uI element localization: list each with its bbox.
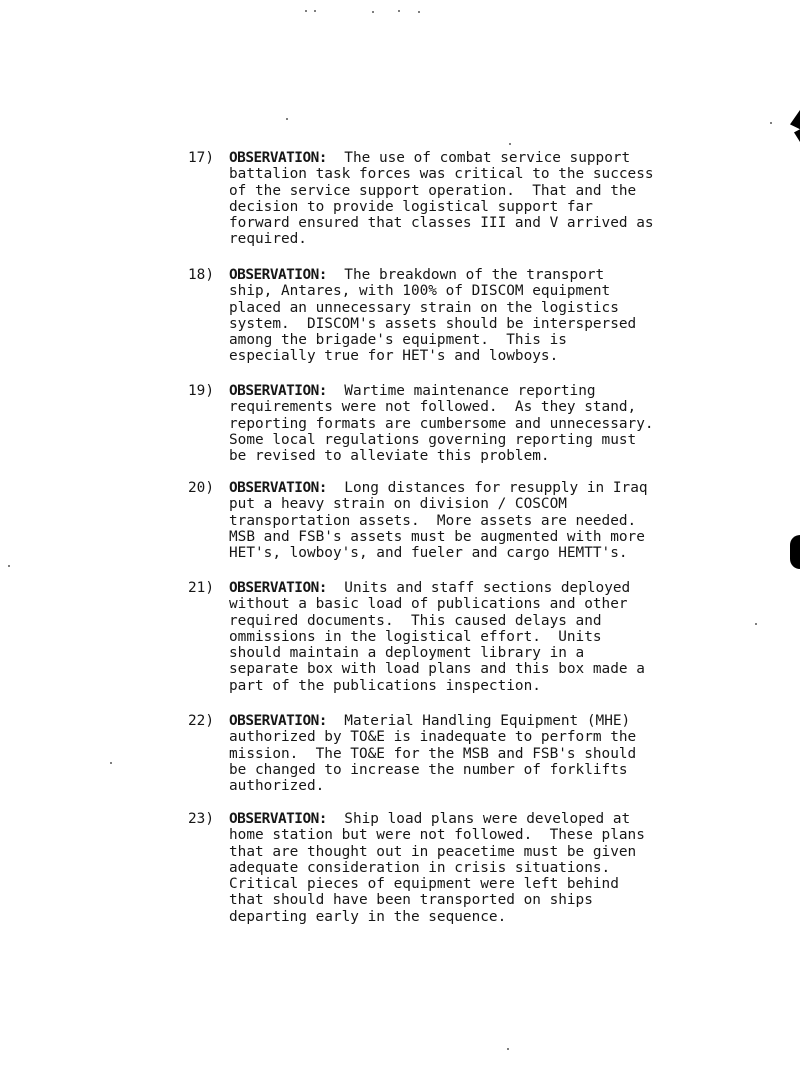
observation-line: Long distances for resupply in Iraq [344, 480, 648, 496]
observation-line: The use of combat service support [344, 150, 631, 166]
scan-speck [8, 565, 10, 567]
scan-edge-mark [790, 535, 800, 569]
observation-label: OBSERVATION: [229, 383, 327, 399]
observation-line: of the service support operation. That and the [229, 182, 637, 199]
scan-edge-mark [790, 110, 800, 142]
scan-speck [418, 11, 420, 13]
observation-line: requirements were not followed. As they stand, [229, 399, 637, 416]
observation-number: 20) [188, 480, 214, 496]
observation-line: The breakdown of the transport [344, 267, 605, 283]
observation-line: Units and staff sections deployed [344, 580, 631, 596]
observation-line: required documents. This caused delays and [229, 612, 602, 629]
observation-line: be revised to alleviate this problem. [229, 448, 550, 465]
observation-label: OBSERVATION: [229, 267, 327, 283]
observation-line: especially true for HET's and lowboys. [229, 348, 559, 365]
observation-line: decision to provide logistical support far [229, 198, 593, 215]
scan-speck [509, 143, 511, 145]
observation-line: should maintain a deployment library in a [229, 645, 585, 662]
scan-speck [770, 122, 772, 124]
observation-line: Material Handling Equipment (MHE) [344, 713, 631, 729]
observation-line: HET's, lowboy's, and fueler and cargo HEMTT's. [229, 545, 628, 562]
observation-line: placed an unnecessary strain on the logistics [229, 299, 619, 316]
observation-body [229, 713, 744, 794]
observation-body [229, 580, 744, 694]
observation-line: departing early in the sequence. [229, 908, 507, 925]
observation-line: required. [229, 231, 307, 248]
observation-number: 18) [188, 267, 214, 283]
observation-label: OBSERVATION: [229, 580, 327, 596]
observation-body [229, 150, 744, 248]
observation-body [229, 480, 744, 561]
observation-label: OBSERVATION: [229, 811, 327, 827]
observation-line: MSB and FSB's assets must be augmented with more [229, 528, 645, 545]
observation-line: battalion task forces was critical to the success [229, 166, 654, 183]
observation-line: system. DISCOM's assets should be interspersed [229, 315, 637, 332]
observation-line: separate box with load plans and this box made a [229, 661, 645, 678]
observation-line: transportation assets. More assets are needed. [229, 512, 637, 529]
observation-number: 17) [188, 150, 214, 166]
observation-line: Wartime maintenance reporting [344, 383, 596, 399]
observation-line: without a basic load of publications and other [229, 596, 628, 613]
observation-line: forward ensured that classes III and V arrived as [229, 215, 654, 232]
observation-body [229, 267, 744, 365]
scan-speck [305, 10, 307, 12]
observation-line: that are thought out in peacetime must be given [229, 843, 637, 860]
observation-label: OBSERVATION: [229, 713, 327, 729]
observation-body [229, 383, 744, 464]
observation-line: Critical pieces of equipment were left behind [229, 876, 619, 893]
observation-label: OBSERVATION: [229, 150, 327, 166]
observation-label: OBSERVATION: [229, 480, 327, 496]
observation-number: 19) [188, 383, 214, 399]
observation-line: Ship load plans were developed at [344, 811, 631, 827]
observation-line: reporting formats are cumbersome and unnecessary. [229, 415, 654, 432]
observation-line: put a heavy strain on division / COSCOM [229, 496, 567, 513]
observation-line: among the brigade's equipment. This is [229, 332, 567, 349]
scan-speck [110, 762, 112, 764]
scan-speck [372, 11, 374, 13]
observation-number: 21) [188, 580, 214, 596]
observation-line: Some local regulations governing reporting must [229, 431, 637, 448]
scan-speck [755, 623, 757, 625]
observation-line: part of the publications inspection. [229, 677, 541, 694]
observation-number: 22) [188, 713, 214, 729]
observation-line: be changed to increase the number of forklifts [229, 761, 628, 778]
observation-body [229, 811, 744, 925]
observation-line: authorized. [229, 778, 325, 795]
observation-line: authorized by TO&E is inadequate to perform the [229, 729, 637, 746]
observation-line: that should have been transported on ships [229, 892, 593, 909]
scan-speck [398, 10, 400, 12]
scan-speck [314, 10, 316, 12]
observation-line: mission. The TO&E for the MSB and FSB's should [229, 745, 637, 762]
observation-line: adequate consideration in crisis situations. [229, 859, 611, 876]
scan-speck [507, 1048, 509, 1050]
scan-speck [286, 118, 288, 120]
observation-line: home station but were not followed. These plans [229, 827, 645, 844]
observation-line: ship, Antares, with 100% of DISCOM equipment [229, 283, 611, 300]
observation-line: ommissions in the logistical effort. Units [229, 628, 602, 645]
observation-number: 23) [188, 811, 214, 827]
